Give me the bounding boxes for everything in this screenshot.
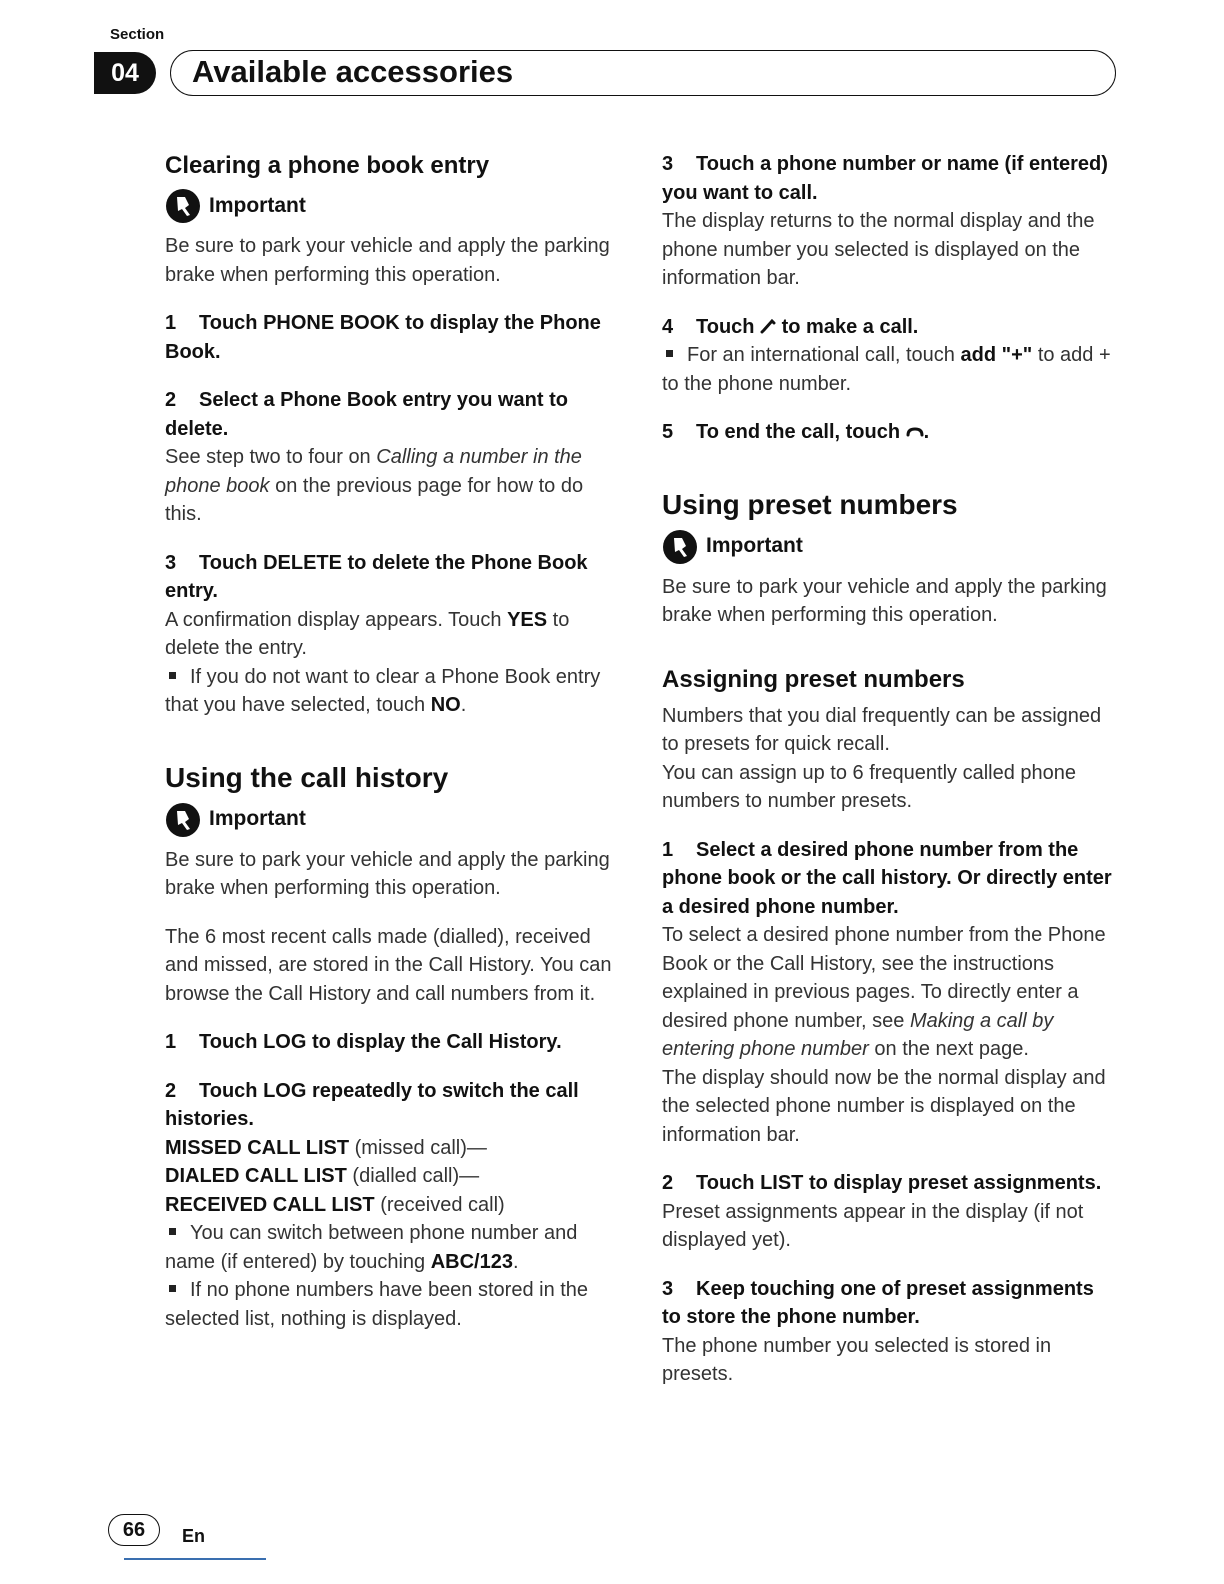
history-list-item: MISSED CALL LIST (missed call)—	[165, 1136, 487, 1159]
preset-intro: You can assign up to 6 frequently called phone numbers to number presets.	[662, 761, 1077, 812]
history-list-item: RECEIVED CALL LIST (received call)	[165, 1193, 505, 1216]
step-heading: 1 Select a desired phone number from the phone book or the call history. Or directly enter a desired phone number.	[662, 838, 1112, 918]
step-body: To select a desired phone number from the Phone Book or the Call History, see the instructions explained in previous pages. To directly enter a desired phone number, see Making a call by entering phone number on the next page.	[662, 924, 1106, 1060]
left-column	[165, 150, 620, 1333]
important-text: Be sure to park your vehicle and apply the parking brake when performing this operation.	[165, 848, 610, 899]
step-body: Preset assignments appear in the display (if not displayed yet).	[662, 1200, 1084, 1251]
bullet-square-icon	[169, 1228, 176, 1235]
step-heading: 3 Keep touching one of preset assignments to store the phone number.	[662, 1277, 1094, 1328]
important-notice	[165, 188, 620, 224]
important-icon	[165, 802, 201, 838]
step-body: See step two to four on Calling a number in the phone book on the previous page for how to do this.	[165, 446, 584, 525]
step-heading: 2 Select a Phone Book entry you want to delete.	[165, 389, 568, 440]
step-body: A confirmation display appears. Touch YES to delete the entry.	[165, 608, 570, 659]
history-list-item: DIALED CALL LIST (dialled call)—	[165, 1165, 480, 1187]
important-label: Important	[209, 193, 306, 217]
hang-up-icon	[906, 426, 924, 438]
step-heading: 4 Touch to make a call.	[662, 315, 919, 338]
section-title: Available accessories	[192, 54, 514, 89]
clearing-heading: Clearing a phone book entry	[165, 152, 490, 179]
right-column	[662, 150, 1117, 1389]
bullet-square-icon	[169, 672, 176, 679]
step-heading: 3 Touch a phone number or name (if entered) you want to call.	[662, 153, 1108, 204]
preset-intro: Numbers that you dial frequently can be assigned to presets for quick recall.	[662, 704, 1102, 755]
section-number-badge: 04	[94, 52, 156, 94]
step-body: The display returns to the normal display and the phone number you selected is displayed on the information bar.	[662, 210, 1095, 289]
bullet-note: You can switch between phone number and name (if entered) by touching ABC/123.	[165, 1222, 578, 1273]
step-body: The display should now be the normal display and the selected phone number is displayed on the information bar.	[662, 1066, 1106, 1146]
step-heading: 1 Touch LOG to display the Call History.	[165, 1031, 562, 1053]
important-notice	[662, 529, 1117, 565]
bullet-note: For an international call, touch add "+" to add + to the phone number.	[662, 344, 1111, 395]
step-heading: 2 Touch LOG repeatedly to switch the call histories.	[165, 1079, 579, 1130]
step-body: The phone number you selected is stored in presets.	[662, 1334, 1052, 1385]
bullet-note: If you do not want to clear a Phone Book entry that you have selected, touch NO.	[165, 665, 601, 716]
bullet-square-icon	[666, 350, 673, 357]
language-label: En	[182, 1526, 206, 1546]
phone-call-icon	[760, 318, 776, 334]
page-number: 66	[108, 1514, 160, 1546]
section-label: Section	[110, 26, 165, 43]
step-heading: 1 Touch PHONE BOOK to display the Phone Book.	[165, 312, 601, 363]
important-label: Important	[209, 807, 306, 831]
bullet-note: If no phone numbers have been stored in the selected list, nothing is displayed.	[165, 1279, 589, 1330]
assigning-subheading: Assigning preset numbers	[662, 665, 965, 693]
bullet-square-icon	[169, 1285, 176, 1292]
important-notice	[165, 802, 620, 838]
footer-rule	[124, 1558, 266, 1560]
history-heading: Using the call history	[165, 761, 449, 793]
important-text: Be sure to park your vehicle and apply the parking brake when performing this operation.	[165, 235, 610, 286]
step-heading: 2 Touch LIST to display preset assignments.	[662, 1172, 1102, 1194]
important-icon	[662, 529, 698, 565]
history-intro: The 6 most recent calls made (dialled), received and missed, are stored in the Call History. You can browse the Call History and call numbers from it.	[165, 925, 612, 1005]
important-label: Important	[706, 534, 803, 558]
important-icon	[165, 188, 201, 224]
step-heading: 5 To end the call, touch .	[662, 421, 930, 443]
preset-heading: Using preset numbers	[662, 488, 958, 520]
step-heading: 3 Touch DELETE to delete the Phone Book entry.	[165, 551, 588, 602]
important-text: Be sure to park your vehicle and apply the parking brake when performing this operation.	[662, 575, 1107, 626]
